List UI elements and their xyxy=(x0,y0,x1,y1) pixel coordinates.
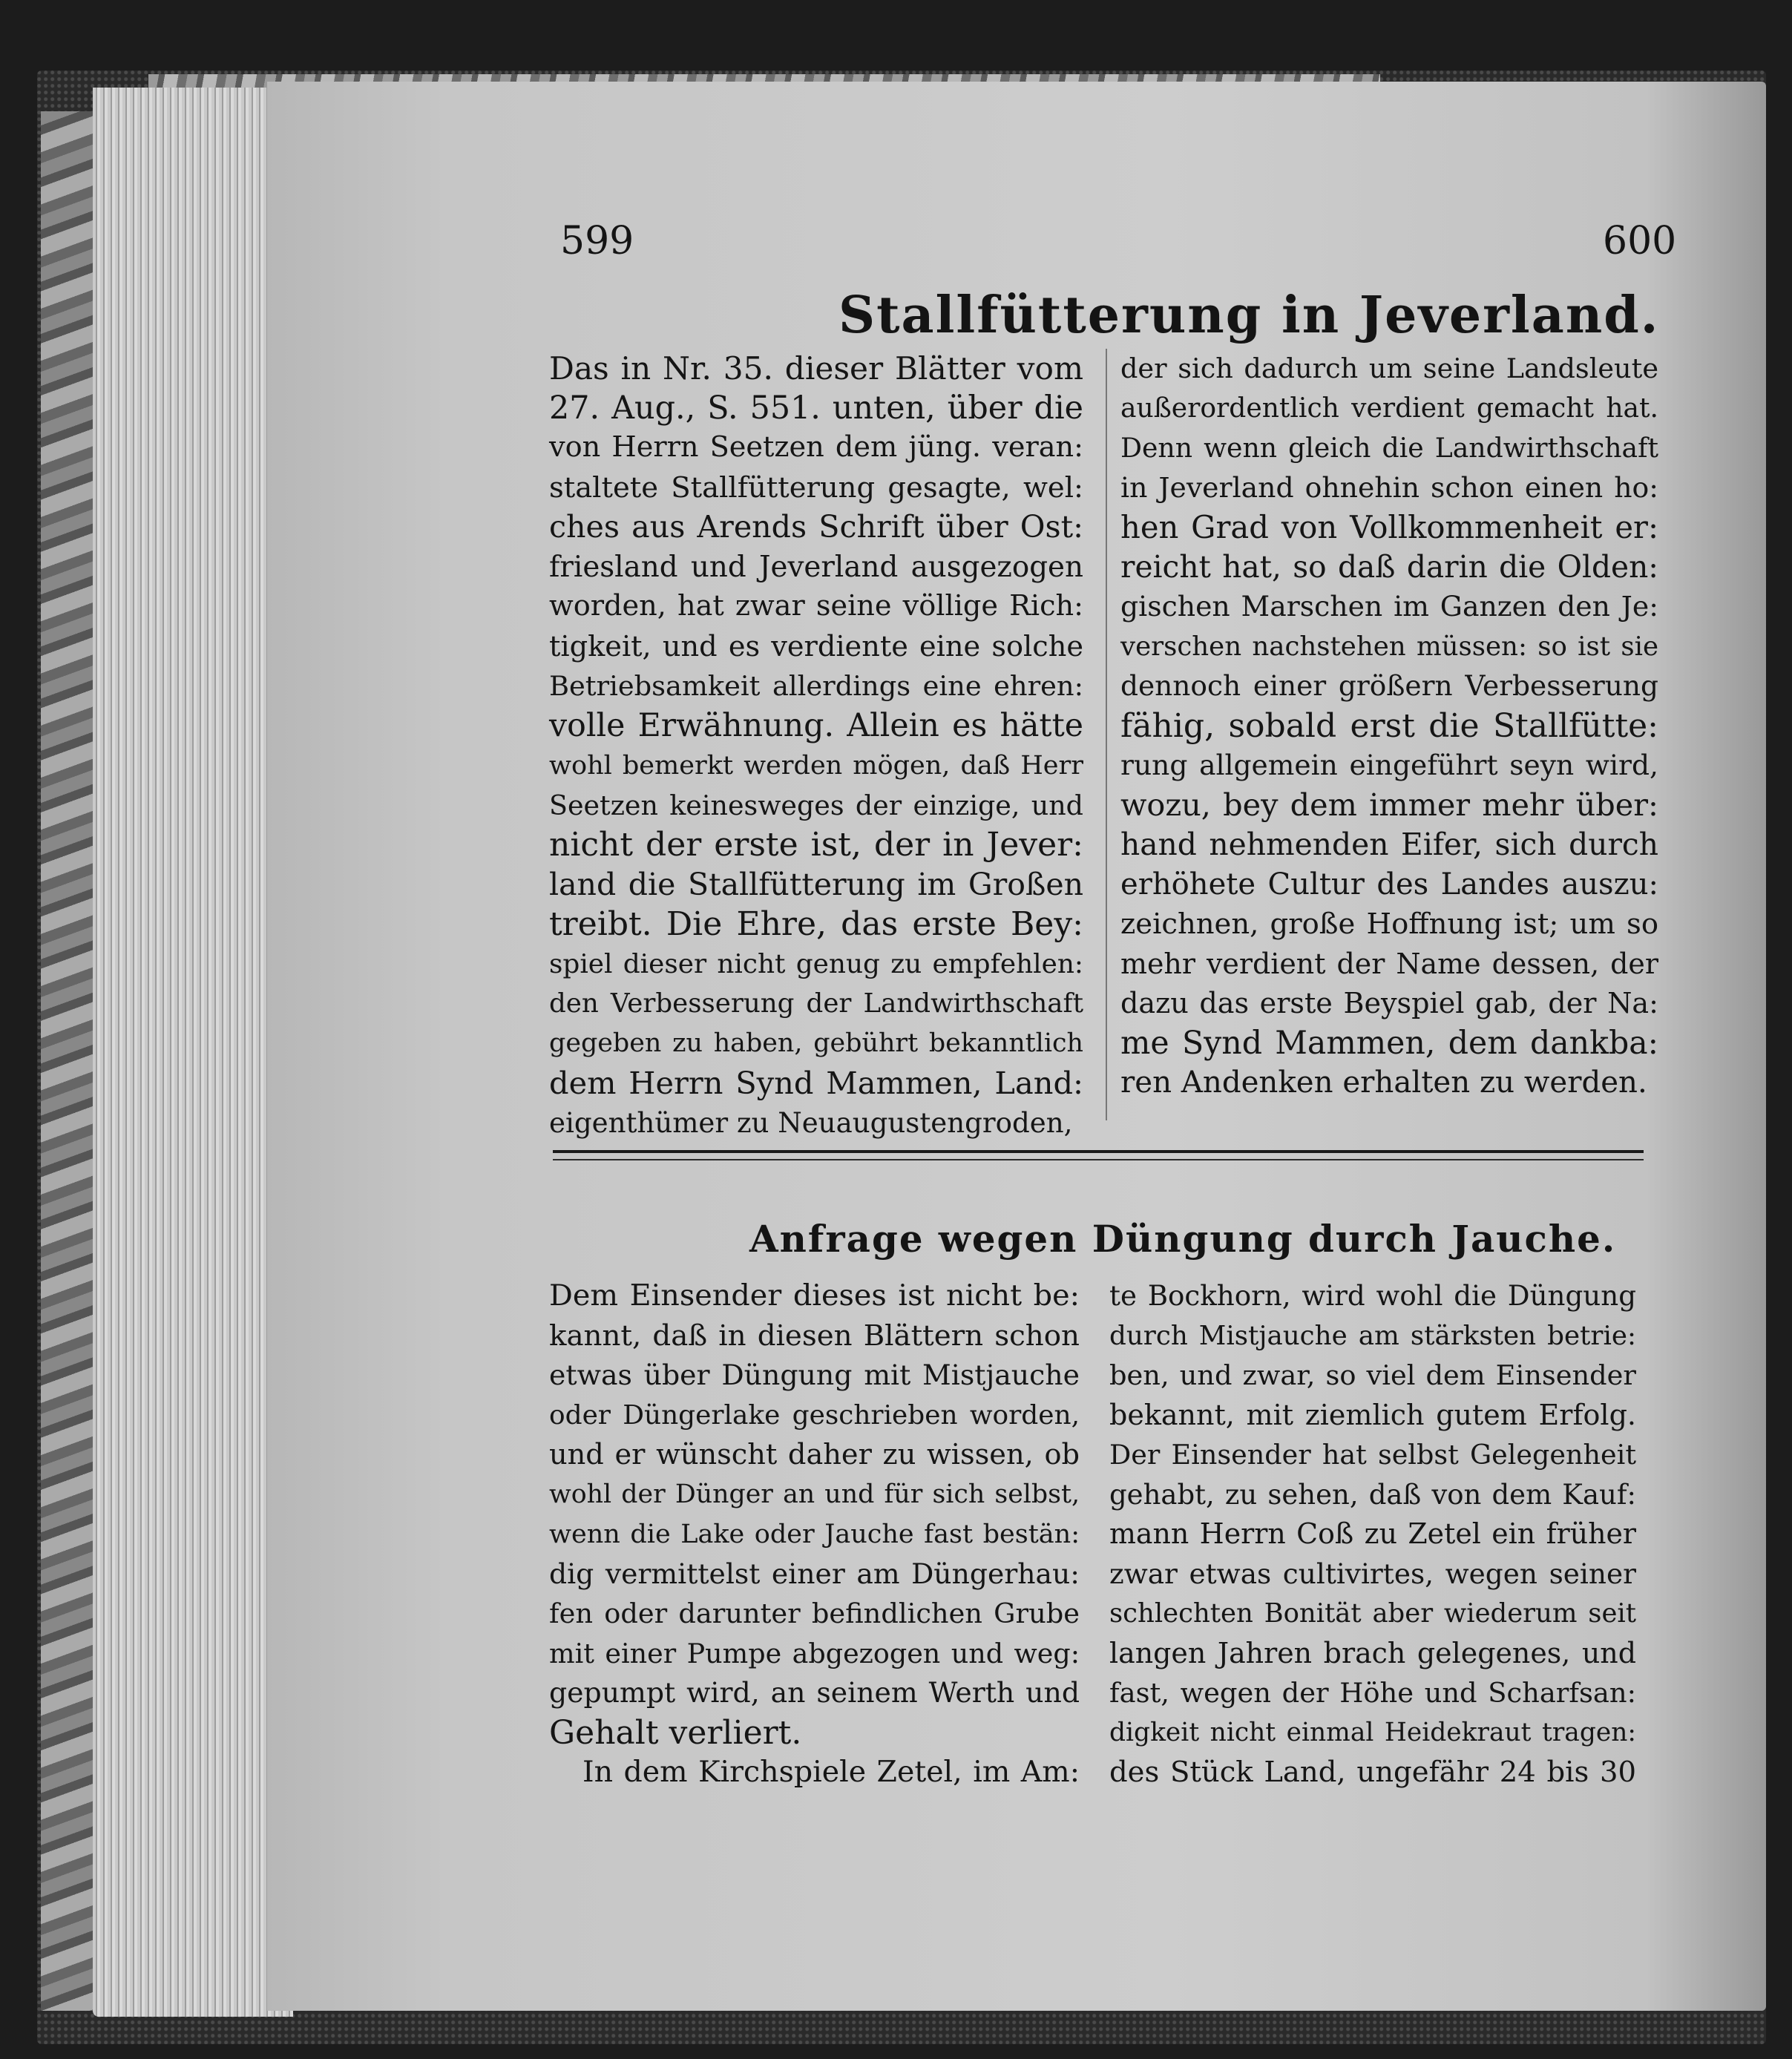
text-line: worden, hat zwar seine völlige Rich: xyxy=(549,590,1083,623)
text-line: spiel dieser nicht genug zu empfehlen: xyxy=(549,948,1083,979)
text-line: wohl bemerkt werden mögen, daß Herr xyxy=(549,750,1083,781)
page-number-right: 600 xyxy=(1603,219,1677,263)
text-line: langen Jahren brach gelegenes, und xyxy=(1109,1636,1636,1669)
text-line: Das in Nr. 35. dieser Blätter vom xyxy=(549,350,1083,387)
text-line: nicht der erste ist, der in Jever: xyxy=(549,826,1083,864)
section-divider xyxy=(553,1150,1644,1153)
text-line: von Herrn Seetzen dem jüng. veran: xyxy=(549,431,1083,464)
text-line: Dem Einsender dieses ist nicht be: xyxy=(549,1278,1080,1313)
text-line: dig vermittelst einer am Düngerhau: xyxy=(549,1557,1080,1590)
text-line: Der Einsender hat selbst Gelegenheit xyxy=(1109,1439,1636,1471)
text-line: land die Stallfütterung im Großen xyxy=(549,866,1083,902)
text-line: reicht hat, so daß darin die Olden: xyxy=(1120,548,1658,585)
text-line: gischen Marschen im Ganzen den Je: xyxy=(1120,590,1658,623)
article-2-title: Anfrage wegen Düngung durch Jauche. xyxy=(749,1217,1617,1261)
text-line: des Stück Land, ungefähr 24 bis 30 xyxy=(1109,1756,1636,1789)
article-2-left-column xyxy=(549,1276,1080,1793)
text-line: hand nehmenden Eifer, sich durch xyxy=(1120,827,1658,862)
text-line: Gehalt verliert. xyxy=(549,1713,802,1752)
article-1-right-column xyxy=(1120,349,1658,1103)
text-line: oder Düngerlake geschrieben worden, xyxy=(549,1399,1080,1431)
text-line: verschen nachstehen müssen: so ist sie xyxy=(1120,631,1658,662)
text-line: schlechten Bonität aber wiederum seit xyxy=(1109,1598,1636,1629)
text-line: gehabt, zu sehen, daß von dem Kauf: xyxy=(1109,1478,1636,1511)
text-line: wohl der Dünger an und für sich selbst, xyxy=(549,1479,1080,1509)
text-line: etwas über Düngung mit Mistjauche xyxy=(549,1359,1080,1391)
text-line: Betriebsamkeit allerdings eine ehren: xyxy=(549,670,1083,702)
text-line: ben, und zwar, so viel dem Einsender xyxy=(1109,1359,1636,1391)
text-line: volle Erwähnung. Allein es hätte xyxy=(549,706,1083,744)
article-2-right-column xyxy=(1109,1276,1636,1793)
text-line: mehr verdient der Name dessen, der xyxy=(1120,947,1658,980)
text-line: bekannt, mit ziemlich gutem Erfolg. xyxy=(1109,1398,1636,1431)
text-line: dennoch einer größern Verbesserung xyxy=(1120,669,1658,702)
text-line: der sich dadurch um seine Landsleute xyxy=(1120,352,1658,384)
page-number-left: 599 xyxy=(560,219,634,263)
text-line: 27. Aug., S. 551. unten, über die xyxy=(549,389,1083,427)
text-line: tigkeit, und es verdiente eine solche xyxy=(549,629,1083,663)
text-line: wozu, bey dem immer mehr über: xyxy=(1120,787,1658,823)
text-line: wenn die Lake oder Jauche fast bestän: xyxy=(549,1519,1080,1549)
text-line: rung allgemein eingeführt seyn wird, xyxy=(1120,749,1658,781)
text-line: mann Herrn Coß zu Zetel ein früher xyxy=(1109,1517,1636,1550)
text-line: digkeit nicht einmal Heidekraut tragen: xyxy=(1109,1717,1636,1747)
text-line: dem Herrn Synd Mammen, Land: xyxy=(549,1065,1083,1101)
text-line: In dem Kirchspiele Zetel, im Am: xyxy=(582,1755,1080,1789)
text-line: fast, wegen der Höhe und Scharfsan: xyxy=(1109,1677,1636,1709)
article-1-title: Stallfütterung in Jeverland. xyxy=(838,286,1660,345)
text-line: erhöhete Cultur des Landes auszu: xyxy=(1120,867,1658,902)
text-line: Seetzen keinesweges der einzige, und xyxy=(549,789,1083,821)
text-line: ren Andenken erhalten zu werden. xyxy=(1120,1065,1647,1100)
text-line: den Verbesserung der Landwirthschaft xyxy=(549,988,1083,1019)
text-line: gegeben zu haben, gebührt bekanntlich xyxy=(549,1028,1083,1058)
text-line: fähig, sobald erst die Stallfütte: xyxy=(1120,706,1658,745)
text-line: zeichnen, große Hoffnung ist; um so xyxy=(1120,907,1658,941)
page-edges xyxy=(93,88,293,2017)
text-line: te Bockhorn, wird wohl die Düngung xyxy=(1109,1279,1636,1312)
text-line: außerordentlich verdient gemacht hat. xyxy=(1120,392,1658,424)
text-line: hen Grad von Vollkommenheit er: xyxy=(1120,509,1658,545)
column-divider xyxy=(1106,349,1107,1120)
text-line: in Jeverland ohnehin schon einen ho: xyxy=(1120,470,1658,504)
text-line: und er wünscht daher zu wissen, ob xyxy=(549,1438,1080,1471)
text-line: zwar etwas cultivirtes, wegen seiner xyxy=(1109,1557,1636,1590)
text-line: gepumpt wird, an seinem Werth und xyxy=(549,1676,1080,1709)
text-line: fen oder darunter befindlichen Grube xyxy=(549,1597,1080,1629)
marbled-board-side xyxy=(41,111,96,2011)
text-line: ches aus Arends Schrift über Ost: xyxy=(549,509,1083,545)
text-line: dazu das erste Beyspiel gab, der Na: xyxy=(1120,987,1658,1019)
text-line: eigenthümer zu Neuaugustengroden, xyxy=(549,1106,1073,1139)
text-line: staltete Stallfütterung gesagte, wel: xyxy=(549,470,1083,505)
text-line: Denn wenn gleich die Landwirthschaft xyxy=(1120,432,1658,464)
text-line: friesland und Jeverland ausgezogen xyxy=(549,550,1083,584)
section-divider-thin xyxy=(553,1159,1644,1160)
text-line: kannt, daß in diesen Blättern schon xyxy=(549,1319,1080,1353)
text-line: mit einer Pumpe abgezogen und weg: xyxy=(549,1637,1080,1669)
text-line: treibt. Die Ehre, das erste Bey: xyxy=(549,905,1083,943)
text-line: me Synd Mammen, dem dankba: xyxy=(1120,1024,1658,1062)
text-line: durch Mistjauche am stärksten betrie: xyxy=(1109,1320,1636,1351)
article-1-left-column xyxy=(549,349,1083,1143)
